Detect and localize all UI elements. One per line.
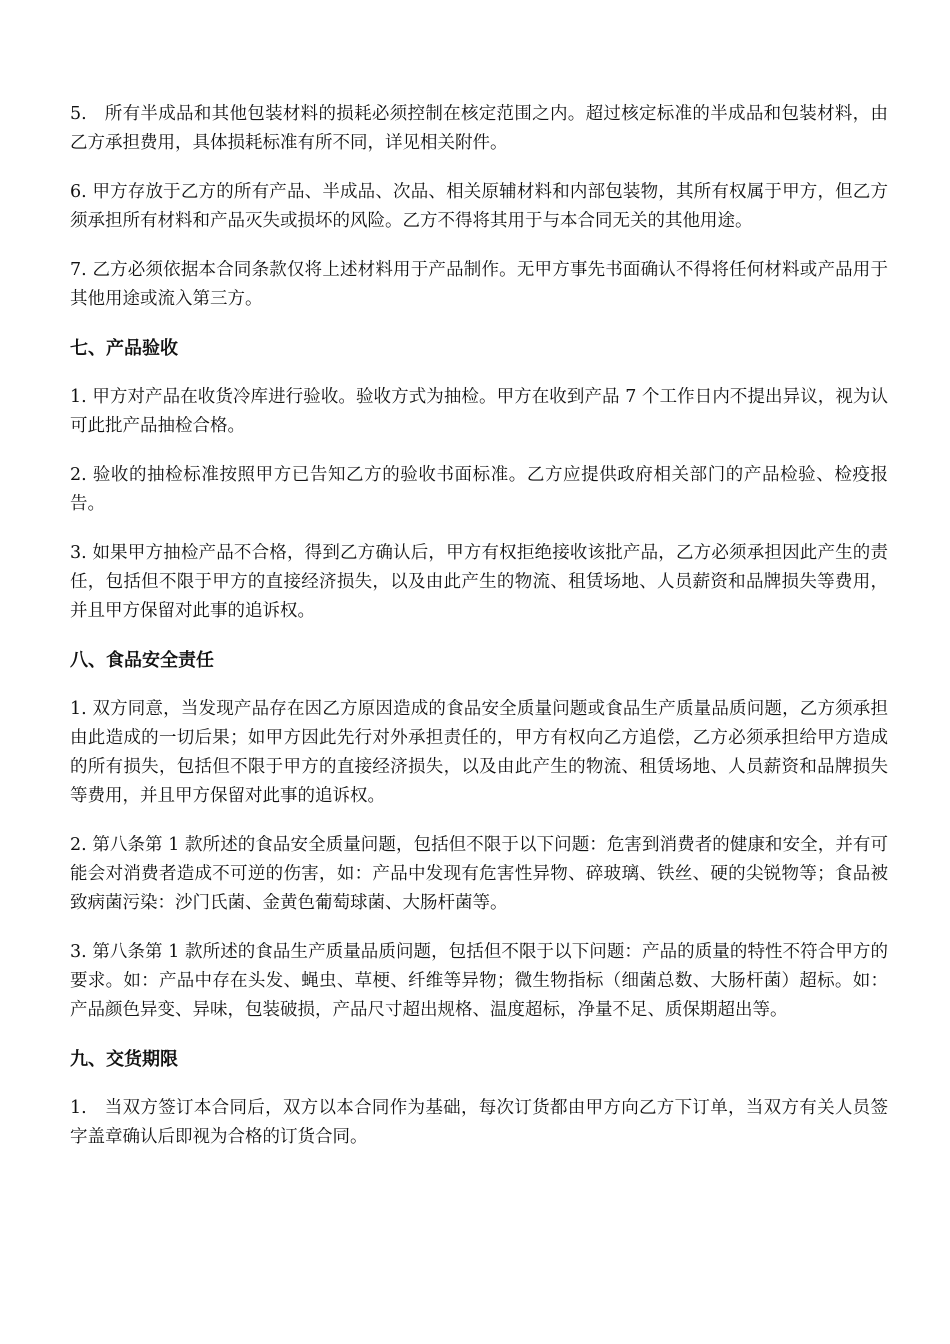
section-7-item-3: 3. 如果甲方抽检产品不合格，得到乙方确认后，甲方有权拒绝接收该批产品，乙方必须承担因此产生的责任，包括但不限于甲方的直接经济损失，以及由此产生的物流、租赁场地、人员薪资和品牌损失等费用，并且甲方保留对此事的追诉权。 [70, 543, 888, 621]
section-7-heading: 七、产品验收 [70, 338, 178, 359]
section-9-item-1: 1. 当双方签订本合同后，双方以本合同作为基础，每次订货都由甲方向乙方下订单，当双方有关人员签字盖章确认后即视为合格的订货合同。 [70, 1098, 888, 1147]
section-7-item-1: 1. 甲方对产品在收货冷库进行验收。验收方式为抽检。甲方在收到产品 7 个工作日内不提出异议，视为认可此批产品抽检合格。 [70, 387, 888, 436]
section-8-heading: 八、食品安全责任 [70, 650, 214, 671]
clause-6-item-6: 6. 甲方存放于乙方的所有产品、半成品、次品、相关原辅材料和内部包装物，其所有权属于甲方，但乙方须承担所有材料和产品灭失或损坏的风险。乙方不得将其用于与本合同无关的其他用途。 [70, 182, 888, 231]
section-7-item-2: 2. 验收的抽检标准按照甲方已告知乙方的验收书面标准。乙方应提供政府相关部门的产品检验、检疫报告。 [70, 465, 888, 514]
section-9-heading: 九、交货期限 [70, 1049, 178, 1070]
section-8-item-1: 1. 双方同意，当发现产品存在因乙方原因造成的食品安全质量问题或食品生产质量品质问题，乙方须承担由此造成的一切后果；如甲方因此先行对外承担责任的，甲方有权向乙方追偿，乙方必须承担给甲方造成的所有损失，包括但不限于甲方的直接经济损失，以及由此产生的物流、租赁场地、人员薪资和品牌损失等费用，并且甲方保留对此事的追诉权。 [70, 699, 888, 806]
section-8-item-2: 2. 第八条第 1 款所述的食品安全质量问题，包括但不限于以下问题：危害到消费者的健康和安全，并有可能会对消费者造成不可逆的伤害，如：产品中发现有危害性异物、碎玻璃、铁丝、硬的尖锐物等；食品被致病菌污染：沙门氏菌、金黄色葡萄球菌、大肠杆菌等。 [70, 835, 888, 913]
clause-6-item-7: 7. 乙方必须依据本合同条款仅将上述材料用于产品制作。无甲方事先书面确认不得将任何材料或产品用于其他用途或流入第三方。 [70, 260, 888, 309]
clause-6-item-5: 5. 所有半成品和其他包装材料的损耗必须控制在核定范围之内。超过核定标准的半成品和包装材料，由乙方承担费用，具体损耗标准有所不同，详见相关附件。 [70, 104, 888, 153]
document-page [70, 100, 888, 1172]
section-8-item-3: 3. 第八条第 1 款所述的食品生产质量品质问题，包括但不限于以下问题：产品的质量的特性不符合甲方的要求。如：产品中存在头发、蝇虫、草梗、纤维等异物；微生物指标（细菌总数、大肠杆菌）超标。如：产品颜色异变、异味，包装破损，产品尺寸超出规格、温度超标，净量不足、质保期超出等。 [70, 942, 888, 1020]
